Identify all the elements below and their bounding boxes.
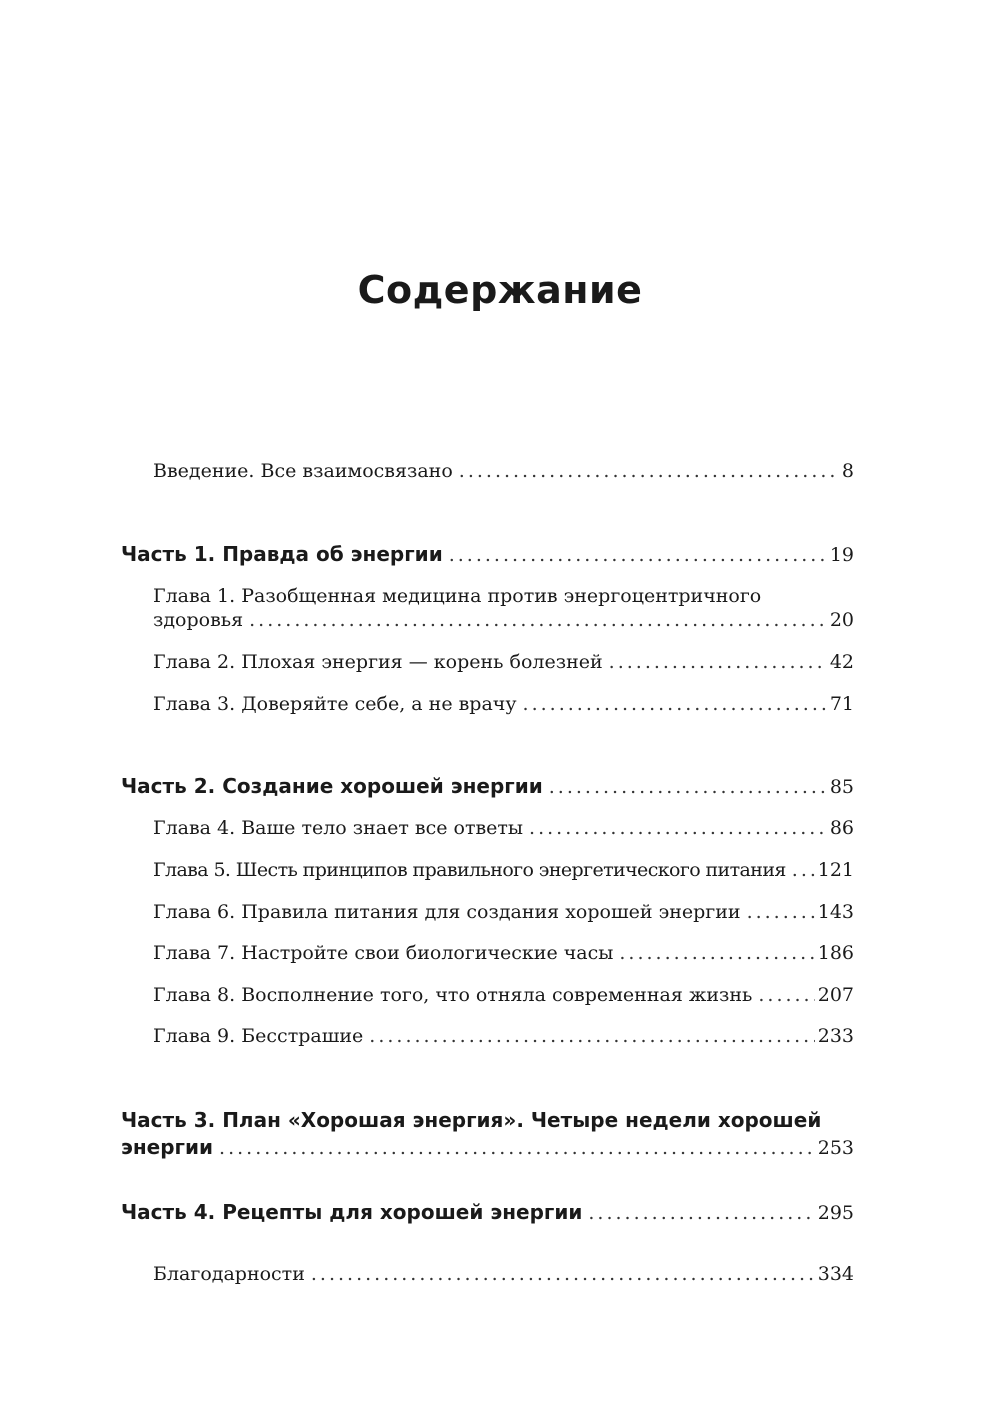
toc-entry-part-1[interactable]: [121, 542, 854, 566]
toc-entry-label: Глава 3. Доверяйте себе, а не врачу: [153, 693, 517, 715]
toc-entry-part-4[interactable]: [121, 1200, 854, 1224]
dot-leader: [588, 1202, 814, 1224]
dot-leader: [311, 1263, 815, 1285]
toc-entry-label: здоровья: [153, 609, 244, 631]
dot-leader: [747, 901, 815, 923]
toc-page-number: 19: [829, 544, 854, 566]
toc-entry-chapter-3[interactable]: [153, 693, 854, 715]
toc-entry-introduction[interactable]: [153, 460, 854, 482]
toc-entry-label: Глава 4. Ваше тело знает все ответы: [153, 817, 524, 839]
toc-page-number: 20: [829, 609, 854, 631]
toc-entry-chapter-5[interactable]: [153, 859, 854, 881]
toc-entry-chapter-9[interactable]: [153, 1025, 854, 1047]
toc-entry-label: Глава 8. Восполнение того, что отняла современная жизнь: [153, 984, 753, 1006]
toc-page-number: 8: [841, 460, 854, 482]
dot-leader: [529, 817, 827, 839]
toc-page-number: 295: [817, 1202, 854, 1224]
toc-entry-label: Введение. Все взаимосвязано: [153, 460, 453, 482]
toc-entry-chapter-6[interactable]: [153, 901, 854, 923]
toc-entry-label: Глава 9. Бесстрашие: [153, 1025, 364, 1047]
toc-page-number: 85: [829, 776, 854, 798]
toc-entry-label: Часть 2. Создание хорошей энергии: [121, 774, 543, 798]
toc-page-number: 86: [829, 817, 854, 839]
toc-entry-part-3-line-1[interactable]: Часть 3. План «Хорошая энергия». Четыре недели хорошей: [121, 1108, 822, 1132]
dot-leader: [619, 942, 814, 964]
toc-entry-part-3[interactable]: [121, 1135, 854, 1159]
dot-leader: [219, 1137, 815, 1159]
toc-entry-chapter-4[interactable]: [153, 817, 854, 839]
toc-page-number: 334: [817, 1263, 854, 1285]
toc-entry-label: Благодарности: [153, 1263, 305, 1285]
toc-entry-chapter-2[interactable]: [153, 651, 854, 673]
dot-leader: [609, 651, 827, 673]
toc-entry-label: энергии: [121, 1135, 214, 1159]
dot-leader: [523, 693, 827, 715]
toc-entry-label: Часть 1. Правда об энергии: [121, 542, 443, 566]
dot-leader: [369, 1025, 814, 1047]
toc-entry-chapter-8[interactable]: [153, 984, 854, 1006]
toc-entry-label: Часть 4. Рецепты для хорошей энергии: [121, 1200, 583, 1224]
toc-page-number: 121: [817, 859, 854, 881]
toc-entry-label: Глава 5. Шесть принципов правильного энергетического питания: [153, 859, 786, 881]
toc-entry-label: Глава 6. Правила питания для создания хорошей энергии: [153, 901, 741, 923]
toc-entry-chapter-7[interactable]: [153, 942, 854, 964]
toc-page-number: 253: [817, 1137, 854, 1159]
toc-entry-chapter-1[interactable]: [153, 609, 854, 631]
toc-page-number: 233: [817, 1025, 854, 1047]
dot-leader: [249, 609, 827, 631]
dot-leader: [549, 776, 827, 798]
dot-leader: [758, 984, 814, 1006]
dot-leader: [792, 859, 815, 881]
toc-page-number: 143: [817, 901, 854, 923]
toc-entry-label: Глава 2. Плохая энергия — корень болезней: [153, 651, 603, 673]
toc-page-number: 186: [817, 942, 854, 964]
toc-page-number: 207: [817, 984, 854, 1006]
toc-page-number: 42: [829, 651, 854, 673]
toc-page-number: 71: [829, 693, 854, 715]
dot-leader: [449, 544, 827, 566]
dot-leader: [459, 460, 839, 482]
page-title: Содержание: [357, 268, 643, 312]
toc-entry-part-2[interactable]: [121, 774, 854, 798]
toc-entry-acknowledgements[interactable]: [153, 1263, 854, 1285]
toc-entry-chapter-1-line-1[interactable]: Глава 1. Разобщенная медицина против энергоцентричного: [153, 585, 762, 607]
toc-entry-label: Глава 7. Настройте свои биологические часы: [153, 942, 614, 964]
